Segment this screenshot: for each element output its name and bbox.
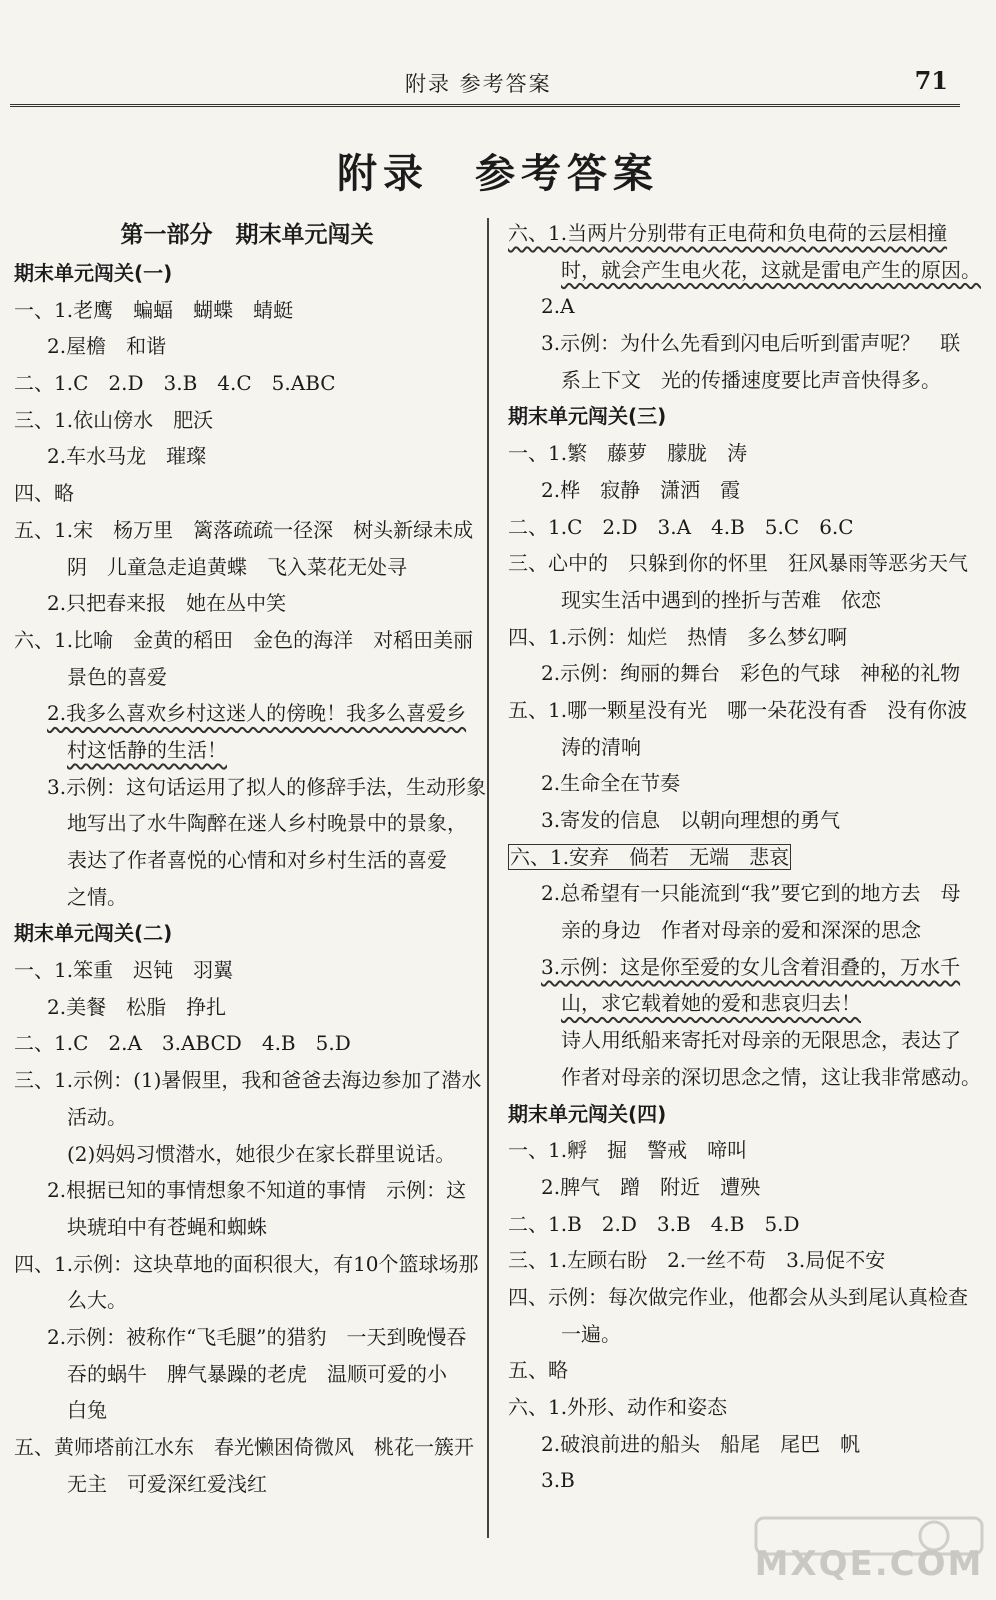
answer-line [14,695,480,732]
answer-line [14,879,480,916]
answer-line [14,1392,480,1429]
answer-text: 2.生命全在节奏 [541,771,681,796]
answer-line [508,1242,974,1279]
answer-text: 2.我多么喜欢乡村这迷人的傍晚！我多么喜爱乡 [47,701,467,726]
answer-text: 2.桦 寂静 潇洒 霞 [541,477,741,502]
answer-text: 无主 可爱深红爱浅红 [67,1471,267,1496]
answer-text: 现实生活中遇到的挫折与苦难 依恋 [561,587,881,612]
answer-line [508,1426,974,1463]
answer-line [14,732,480,769]
answer-text: 一、1.老鹰 蝙蝠 蝴蝶 蜻蜓 [14,297,294,322]
answer-text: 二、1.C 2.D 3.A 4.B 5.C 6.C [508,514,854,539]
answer-text: 2.美餐 松脂 挣扎 [47,994,227,1019]
answer-line [508,1389,974,1426]
answer-text: 时，就会产生电火花，这就是雷电产生的原因。 [561,257,981,282]
answer-text: 五、1.哪一颗星没有光 哪一朵花没有香 没有你波 [508,697,968,722]
left-column [14,215,487,1502]
answer-line [508,912,974,949]
answer-line [14,805,480,842]
answer-line [508,509,974,546]
answer-text: 四、1.示例：这块草地的面积很大，有10个篮球场那 [14,1251,479,1276]
answer-line [14,952,480,989]
answer-text: 2.示例：被称作“飞毛腿”的猎豹 一天到晚慢吞 [47,1324,467,1349]
answer-line [508,692,974,729]
answer-line [508,1206,974,1243]
answer-text: 诗人用纸船来寄托对母亲的无限思念，表达了 [561,1028,961,1053]
answer-text: 2.脾气 蹭 附近 遭殃 [541,1174,761,1199]
section-title [14,215,480,255]
answer-text: 期末单元闯关(一) [14,261,173,285]
answer-line [14,512,480,549]
answer-text: 系上下文 光的传播速度要比声音快得多。 [561,367,941,392]
answer-text: 亲的身边 作者对母亲的爱和深深的思念 [561,918,921,943]
answer-text: 景色的喜爱 [67,664,167,689]
answer-line [14,1062,480,1099]
answer-line [14,1429,480,1466]
answer-line [14,1136,480,1173]
answer-line [508,839,974,876]
answer-text: 五、黄师塔前江水东 春光懒困倚微风 桃花一簇开 [14,1435,474,1459]
answer-text: 2.A [541,294,575,319]
answer-text: 3.B [541,1468,575,1493]
answer-text: 吞的蜗牛 脾气暴躁的老虎 温顺可爱的小 [67,1361,447,1386]
answer-line [508,1462,974,1499]
answer-line [14,659,480,696]
answer-line [508,729,974,766]
answer-text: 期末单元闯关(二) [14,921,173,946]
answer-text: 白兔 [67,1398,107,1423]
answer-text: 块琥珀中有苍蝇和蜘蛛 [67,1214,267,1239]
answer-text: 四、示例：每次做完作业，他都会从头到尾认真检查 [508,1284,968,1309]
answer-text: 六、1.安弃 倘若 无端 悲哀 [510,844,790,869]
answer-line [508,252,981,289]
unit-heading [508,1096,974,1133]
answer-text: 一遍。 [561,1321,621,1346]
answer-text: 三、1.左顾右盼 2.一丝不苟 3.局促不安 [508,1248,886,1273]
answer-text: 四、略 [14,481,74,506]
answer-text: 阴 儿童急走追黄蝶 飞入菜花无处寻 [67,554,407,579]
answer-line [14,1282,480,1319]
answer-text: 活动。 [67,1104,127,1129]
answer-line [14,1172,480,1209]
answer-line [508,1132,974,1169]
answer-line [14,1025,480,1062]
answer-text: 涛的清响 [561,734,641,759]
answer-line [508,1316,974,1353]
answer-line [508,545,974,582]
answer-text: 2.破浪前进的船头 船尾 尾巴 帆 [541,1431,861,1456]
answer-text: 六、1.外形、动作和姿态 [508,1395,728,1419]
answer-text: 2.车水马龙 璀璨 [47,444,207,469]
answer-line [14,1466,480,1503]
answer-line [14,365,480,402]
answer-text: 3.示例：这句话运用了拟人的修辞手法，生动形象 [47,774,487,799]
answer-line [508,949,974,986]
answer-text: 2.总希望有一只能流到“我”要它到的地方去 母 [541,881,961,906]
answer-text: 期末单元闯关(三) [508,404,667,429]
answer-line [508,875,974,912]
answer-line [14,328,480,365]
page-title: 附录 参考答案 [337,151,659,197]
answer-line [14,1246,480,1283]
answer-text: 3.寄发的信息 以朝向理想的勇气 [541,808,841,832]
answer-text: 六、1.当两片分别带有正电荷和负电荷的云层相撞 [508,221,948,245]
answer-line [508,1059,981,1096]
answer-line [508,619,974,656]
unit-heading [508,398,974,435]
answer-text: 3.示例：这是你至爱的女儿含着泪叠的，万水千 [541,954,961,979]
running-title: 附录 参考答案 [405,72,552,96]
answer-line [508,655,974,692]
answer-text: 么大。 [67,1288,127,1313]
answer-line [14,842,480,879]
answer-text: 三、1.示例：(1)暑假里，我和爸爸去海边参加了潜水 [14,1068,482,1093]
answer-line [508,435,974,472]
answer-line [508,288,974,325]
answer-line [14,292,480,329]
answer-text: 一、1.笨重 迟钝 羽翼 [14,958,234,983]
watermark-logo [754,1516,984,1586]
answer-line [14,1356,480,1393]
answer-text: 之情。 [67,884,127,909]
answer-line [14,769,487,806]
answer-text: 二、1.C 2.D 3.B 4.C 5.ABC [14,371,336,396]
answer-text: 村这恬静的生活！ [67,737,227,762]
answer-line [14,585,480,622]
answer-line [14,989,480,1026]
answer-line [508,985,974,1022]
answer-line [14,402,480,439]
answer-line [14,1209,480,1246]
answer-line [14,1099,480,1136]
answer-line [508,1352,974,1389]
answer-text: 三、心中的 只躲到你的怀里 狂风暴雨等恶劣天气 [508,551,968,576]
running-header [10,64,960,107]
answer-text: 2.屋檐 和谐 [47,334,167,359]
answer-line [508,1169,974,1206]
answer-text: 第一部分 期末单元闯关 [120,222,374,248]
answer-line [14,475,480,512]
answer-line [14,622,480,659]
answer-text: 地写出了水牛陶醉在迷人乡村晚景中的景象， [67,811,467,836]
answer-line [14,549,480,586]
answer-line [508,1279,974,1316]
answer-line [508,215,974,252]
answer-text: 3.示例：为什么先看到闪电后听到雷声呢？ 联 [541,331,961,356]
answer-text: 五、1.宋 杨万里 篱落疏疏一径深 树头新绿未成 [14,517,474,542]
answer-line [508,472,974,509]
answer-text: 三、1.依山傍水 肥沃 [14,407,214,432]
answer-text: 五、略 [508,1358,568,1383]
right-column [508,215,981,1499]
answer-line [508,765,974,802]
answer-text: 一、1.孵 掘 警戒 啼叫 [508,1138,748,1163]
answer-text: 四、1.示例：灿烂 热情 多么梦幻啊 [508,624,848,649]
column-divider [487,218,489,1538]
answer-line [14,438,480,475]
answer-text: (2)妈妈习惯潜水，她很少在家长群里说话。 [67,1141,456,1166]
answer-line [508,1022,974,1059]
unit-heading [14,915,480,952]
answer-text: 2.示例：绚丽的舞台 彩色的气球 神秘的礼物 [541,661,961,686]
answer-text: 一、1.繁 藤萝 朦胧 涛 [508,441,748,466]
answer-text: 2.根据已知的事情想象不知道的事情 示例：这 [47,1178,467,1203]
answer-line [508,582,974,619]
answer-text: 六、1.比喻 金黄的稻田 金色的海洋 对稻田美丽 [14,627,474,652]
answer-line [508,802,974,839]
page-number: 71 [914,66,948,95]
answer-text: 二、1.B 2.D 3.B 4.B 5.D [508,1211,800,1236]
unit-heading [14,255,480,292]
answer-text: 期末单元闯关(四) [508,1101,667,1126]
answer-line [14,1319,480,1356]
watermark-text: MXQE.COM [754,1544,984,1584]
answer-text: 表达了作者喜悦的心情和对乡村生活的喜爱 [67,848,447,872]
answer-text: 山，求它载着她的爱和悲哀归去！ [561,991,861,1016]
answer-line [508,325,974,362]
answer-text: 2.只把春来报 她在丛中笑 [47,591,287,616]
answer-text: 作者对母亲的深切思念之情，这让我非常感动。 [561,1064,981,1089]
answer-text: 二、1.C 2.A 3.ABCD 4.B 5.D [14,1031,351,1056]
answer-line [508,362,974,399]
